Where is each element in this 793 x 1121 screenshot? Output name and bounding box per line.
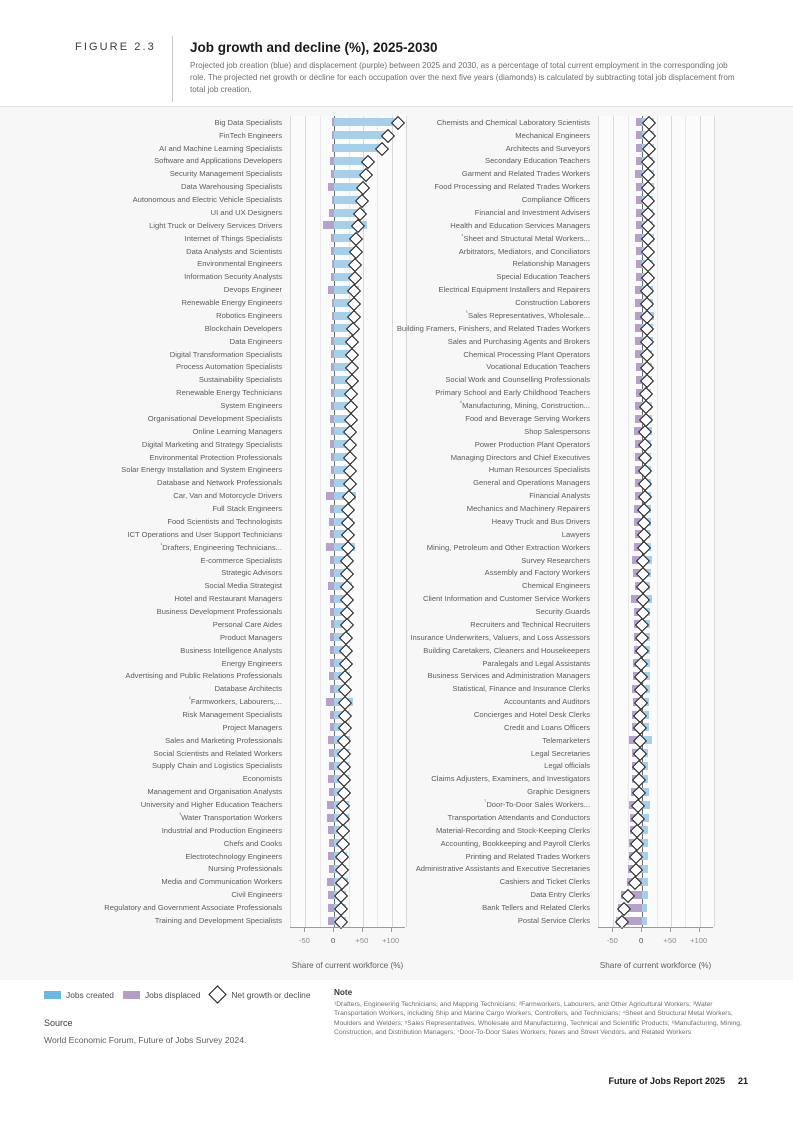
bar-jobs-created [642, 878, 648, 886]
row-label: Autonomous and Electric Vehicle Specialists [132, 195, 282, 205]
row-label: Digital Marketing and Strategy Specialists [141, 439, 282, 449]
plot-area [598, 116, 715, 927]
row-label: ICT Operations and User Support Technicians [127, 529, 282, 539]
x-axis-line [598, 927, 713, 928]
row-label: Process Automation Specialists [176, 362, 282, 372]
row-label: Personal Care Aides [212, 619, 282, 629]
row-label: Social Media Strategist [204, 581, 282, 591]
x-axis-tick [699, 928, 700, 932]
row-label: Chemical Processing Plant Operators [463, 349, 590, 359]
x-axis-tick [333, 928, 334, 932]
row-label: Database and Network Professionals [157, 478, 282, 488]
row-label: Media and Communication Workers [161, 877, 282, 887]
row-label: Shop Salespersons [524, 426, 590, 436]
x-axis-tick-label: +100 [382, 936, 400, 945]
row-label: Survey Researchers [521, 555, 590, 565]
figure-number: FIGURE 2.3 [75, 41, 156, 53]
x-axis-tick [391, 928, 392, 932]
row-label: Relationship Managers [512, 259, 590, 269]
page-title: Job growth and decline (%), 2025-2030 [190, 40, 438, 55]
row-label: Advertising and Public Relations Professionals [125, 671, 282, 681]
row-label: Business Development Professionals [156, 607, 282, 616]
row-label: Food Scientists and Technologists [167, 516, 282, 526]
legend-item-net-growth [209, 988, 310, 1001]
row-label: Environmental Protection Professionals [149, 452, 282, 462]
row-label: Software and Applications Developers [154, 156, 282, 166]
row-label: Big Data Specialists [214, 117, 282, 127]
row-label: Postal Service Clerks [517, 915, 590, 925]
gridline-minor [657, 116, 658, 927]
row-label: Vocational Education Teachers [486, 362, 590, 372]
row-label: Transportation Attendants and Conductors [447, 812, 590, 822]
row-label: Paralegals and Legal Assistants [482, 658, 590, 668]
x-axis-tick [670, 928, 671, 932]
source-heading: Source [44, 1018, 73, 1028]
x-axis-title: Share of current workforce (%) [291, 961, 404, 970]
chart-legend [44, 988, 311, 1001]
row-label: Renewable Energy Technicians [176, 388, 282, 398]
row-label: Strategic Advisors [221, 568, 282, 578]
row-label: Blockchain Developers [204, 323, 282, 333]
row-label: Sustainability Specialists [198, 375, 282, 385]
x-axis-line [290, 927, 405, 928]
row-label: Mining, Petroleum and Other Extraction Workers [426, 542, 590, 552]
row-label: Financial and Investment Advisers [474, 207, 590, 217]
row-label: Human Resources Specialists [488, 465, 590, 475]
row-label: Renewable Energy Engineers [181, 298, 282, 308]
row-label: Recruiters and Technical Recruiters [470, 619, 590, 629]
figure-subtitle: Projected job creation (blue) and displacement (purple) between 2025 and 2030, as a percentage of total current employment in the corresponding job role. The projected net growth or decline for each occupation over the next five years (diamonds) is calculated by subtracting total job displacement from total job creation. [190, 61, 735, 95]
row-label: Health and Education Services Managers [450, 220, 590, 230]
row-label: Internet of Things Specialists [184, 233, 282, 243]
row-label: Data Warehousing Specialists [180, 182, 282, 192]
row-label: Accountants and Auditors [503, 697, 590, 707]
row-label: $^{^6}$Manufacturing, Mining, Construction... [459, 400, 590, 411]
row-label: $^{^2}$Farmworkers, Labourers,... [189, 696, 282, 707]
x-axis-tick-label: +50 [355, 936, 369, 945]
row-label: Primary School and Early Childhood Teachers [435, 388, 590, 398]
row-label: Building Caretakers, Cleaners and Housekeepers [423, 645, 590, 655]
note-text: ¹Drafters, Engineering Technicians, and Mapping Technicians; ²Farmworkers, Labourers, and Other Agricultural Workers; ³Water Transportation Workers, including Ship and Marine Cargo Workers, Controllers, and Technicians; ⁴Sheet and Structural Metal Workers, Moulders and Welders; ⁵Sales Representatives, Wholesale and Manufacturing, Technical and Scientific Products; ⁶Manufacturing, Mining, Construction, and Distribution Managers; ⁷Door-To-Door Sales Workers, News and Street Vendors, and Related Workers [334, 1001, 742, 1037]
row-label: Mechanical Engineers [515, 130, 590, 140]
row-label: Chefs and Cooks [223, 838, 282, 848]
row-label: E-commerce Specialists [200, 555, 282, 565]
row-label: Sales and Marketing Professionals [165, 735, 282, 745]
row-label: $^{^4}$Sheet and Structural Metal Workers... [461, 233, 590, 243]
x-axis-tick-label: -50 [298, 936, 310, 945]
row-label: Product Managers [219, 632, 282, 642]
legend-item-jobs-created [44, 990, 114, 1000]
row-label: Car, Van and Motorcycle Drivers [173, 491, 282, 501]
row-label: $^{^3}$Water Transportation Workers [179, 812, 282, 822]
row-label: AI and Machine Learning Specialists [159, 143, 282, 153]
row-label: Data Analysts and Scientists [186, 246, 282, 256]
row-label: Cashiers and Ticket Clerks [499, 877, 590, 887]
source-text: World Economic Forum, Future of Jobs Survey 2024. [44, 1035, 247, 1045]
x-axis-tick [304, 928, 305, 932]
row-label: Database Architects [214, 684, 282, 694]
row-label: System Engineers [220, 401, 282, 411]
row-label: Training and Development Specialists [154, 915, 282, 925]
x-axis-tick-label: 0 [331, 936, 336, 945]
row-label: Supply Chain and Logistics Specialists [151, 761, 282, 771]
row-label: $^{^5}$Sales Representatives, Wholesale... [465, 310, 590, 320]
row-label: Social Scientists and Related Workers [153, 748, 282, 758]
row-label: Compliance Officers [521, 195, 590, 205]
row-label: Light Truck or Delivery Services Drivers [149, 220, 282, 230]
row-label: Garment and Related Trades Workers [461, 169, 590, 179]
bar-jobs-created [642, 891, 648, 899]
legend-label: Jobs displaced [144, 989, 201, 1000]
x-axis-tick-label: 0 [639, 936, 644, 945]
note-heading: Note [334, 988, 353, 997]
row-label: Security Management Specialists [169, 169, 282, 179]
row-label: Data Engineers [229, 336, 282, 346]
row-label: Telemarketers [542, 735, 590, 745]
page-footer [608, 1076, 748, 1086]
row-label: Management and Organisation Analysts [147, 787, 282, 797]
row-label: Insurance Underwriters, Valuers, and Loss Assessors [410, 632, 590, 642]
row-label: Printing and Related Trades Workers [465, 851, 590, 861]
row-label: Hotel and Restaurant Managers [174, 594, 282, 604]
row-label: Nursing Professionals [208, 864, 282, 874]
row-label: Electrotechnology Engineers [185, 851, 282, 861]
legend-label: Jobs created [66, 989, 114, 1000]
row-label: Legal officials [544, 761, 590, 771]
blue-swatch-icon [44, 991, 61, 999]
row-label: Social Work and Counselling Professionals [445, 375, 590, 385]
row-label: Graphic Designers [527, 787, 590, 797]
row-label: Project Managers [222, 722, 282, 732]
row-label: Solar Energy Installation and System Engineers [121, 465, 282, 475]
row-label: Information Security Analysts [184, 272, 282, 282]
x-axis-tick [641, 928, 642, 932]
row-label: Architects and Surveyors [505, 143, 590, 153]
row-label: Food Processing and Related Trades Workers [434, 182, 590, 192]
row-label: Statistical, Finance and Insurance Clerks [452, 684, 590, 694]
row-label: Robotics Engineers [216, 310, 282, 320]
row-label: $^{^7}$Door-To-Door Sales Workers... [484, 799, 590, 810]
row-label: Heavy Truck and Bus Drivers [491, 516, 590, 526]
row-label: Building Framers, Finishers, and Related Trades Workers [396, 323, 590, 333]
row-label: Lawyers [561, 529, 590, 539]
row-label: Claims Adjusters, Examiners, and Investigators [431, 774, 590, 784]
row-label: Online Learning Managers [192, 426, 282, 436]
row-label: Bank Tellers and Related Clerks [482, 903, 590, 913]
x-axis-tick-label: +50 [663, 936, 677, 945]
row-label: Sales and Purchasing Agents and Brokers [447, 336, 590, 346]
gridline [613, 116, 614, 927]
bar-jobs-created [642, 917, 647, 925]
x-axis-tick [362, 928, 363, 932]
row-label: Devops Engineer [223, 285, 282, 295]
x-axis-tick [612, 928, 613, 932]
row-label: Security Guards [535, 607, 590, 616]
legend-item-jobs-displaced [123, 990, 200, 1000]
row-label: Accounting, Bookkeeping and Payroll Clerks [440, 838, 590, 848]
row-label: FinTech Engineers [219, 130, 282, 140]
row-label: Material-Recording and Stock-Keeping Clerks [435, 825, 590, 835]
x-axis-title: Share of current workforce (%) [599, 961, 712, 970]
purple-swatch-icon [123, 991, 140, 999]
x-axis-tick-label: -50 [606, 936, 618, 945]
row-label: Chemical Engineers [522, 581, 590, 591]
row-label: Regulatory and Government Associate Professionals [104, 903, 282, 913]
row-label: Secondary Education Teachers [485, 156, 590, 166]
row-label: Organisational Development Specialists [147, 413, 282, 423]
row-label: Administrative Assistants and Executive Secretaries [415, 864, 590, 874]
row-label: Assembly and Factory Workers [484, 568, 590, 578]
bar-jobs-created [642, 904, 647, 912]
row-label: Financial Analysts [529, 491, 590, 501]
row-label: Chemists and Chemical Laboratory Scientists [436, 117, 590, 127]
row-label: General and Operations Managers [473, 478, 590, 488]
row-label: Data Entry Clerks [530, 890, 590, 900]
gridline [671, 116, 672, 927]
row-label: $^{^1}$Drafters, Engineering Technicians... [160, 542, 282, 552]
row-label: Electrical Equipment Installers and Repairers [438, 285, 590, 295]
row-label: Concierges and Hotel Desk Clerks [473, 709, 590, 719]
row-label: Construction Laborers [515, 298, 590, 308]
diamond-icon [209, 985, 227, 1003]
row-label: Arbitrators, Mediators, and Conciliators [458, 246, 590, 256]
row-label: Energy Engineers [221, 658, 282, 668]
row-label: Food and Beverage Serving Workers [465, 413, 590, 423]
row-label: University and Higher Education Teachers [140, 800, 282, 810]
x-axis-tick-label: +100 [690, 936, 708, 945]
row-label: Legal Secretaries [530, 748, 590, 758]
legend-label: Net growth or decline [231, 989, 311, 1000]
row-label: Full Stack Engineers [212, 504, 282, 514]
gridline-minor [685, 116, 686, 927]
row-label: Business Intelligence Analysts [180, 645, 282, 655]
gridline [700, 116, 701, 927]
row-label: Economists [242, 774, 282, 784]
row-label: Risk Management Specialists [182, 709, 282, 719]
row-label: UI and UX Designers [210, 207, 282, 217]
row-label: Digital Transformation Specialists [169, 349, 282, 359]
figure-header [0, 0, 793, 107]
footer-report-title: Future of Jobs Report 2025 [608, 1076, 725, 1086]
row-label: Credit and Loans Officers [504, 722, 590, 732]
row-label: Industrial and Production Engineers [161, 825, 282, 835]
row-label: Environmental Engineers [197, 259, 282, 269]
page-number: 21 [737, 1076, 748, 1086]
row-label: Special Education Teachers [496, 272, 590, 282]
row-label: Managing Directors and Chief Executives [450, 452, 590, 462]
row-label: Mechanics and Machinery Repairers [466, 504, 590, 514]
row-label: Power Production Plant Operators [474, 439, 590, 449]
row-label: Client Information and Customer Service Workers [423, 594, 590, 604]
header-divider [172, 36, 173, 102]
row-label: Civil Engineers [231, 890, 282, 900]
row-label: Business Services and Administration Managers [427, 671, 590, 681]
